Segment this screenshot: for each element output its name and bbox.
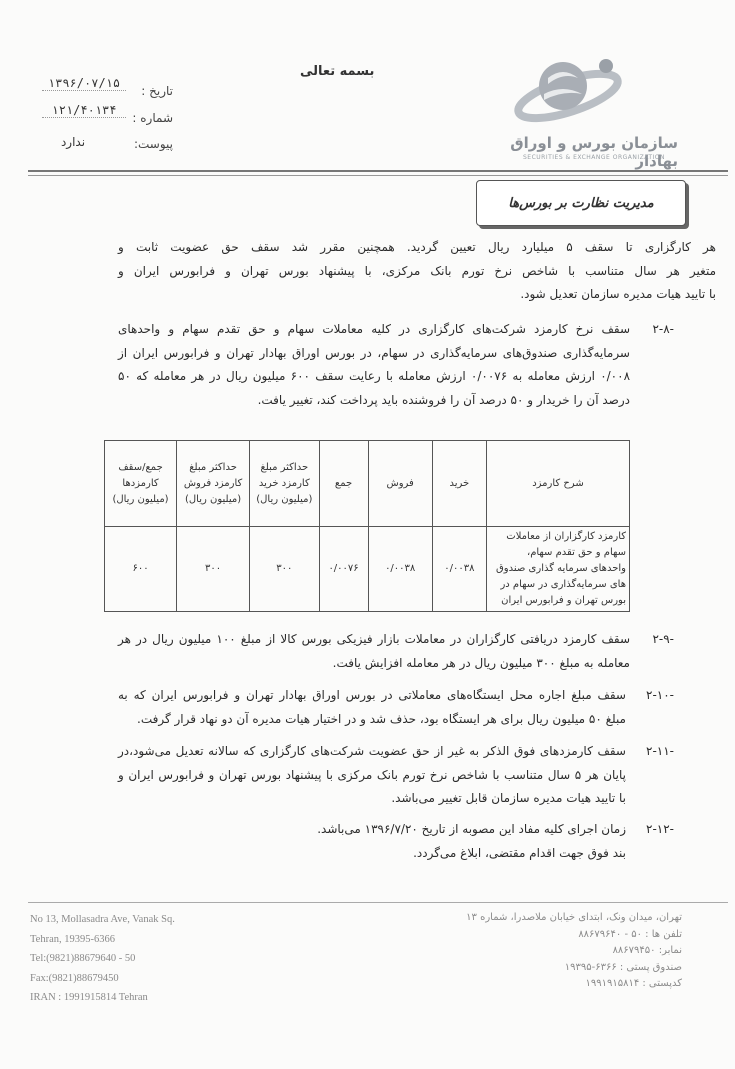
cell-sell: ۰/۰۰۳۸ [368, 527, 432, 612]
number-value: ۱۲۱/۴۰۱۳۴ [42, 103, 126, 118]
footer-en-line: Tehran, 19395-6366 [30, 933, 115, 945]
item-number-2-12: ۲-۱۲- [646, 822, 674, 836]
attachment-label: پیوست: [133, 137, 173, 151]
item-line: معامله به مبلغ ۳۰۰ میلیون ریال در هر معامله افزایش یافت. [332, 655, 630, 670]
item-line: مبلغ ۵۰ میلیون ریال برای هر ایستگاه بود، حذف شد و در اختیار هیات مدیره آن دو نهاد قرار گرفت. [137, 711, 626, 726]
organization-logo [508, 38, 688, 170]
logo-text-en: SECURITIES & EXCHANGE ORGANIZATION [522, 154, 666, 161]
footer-en-line: IRAN : 1991915814 Tehran [30, 992, 148, 1003]
attachment-value: ندارد [60, 135, 86, 149]
footer-fa-line: نمابر: ۸۸۶۷۹۴۵۰ [612, 945, 682, 956]
number-label: شماره : [132, 111, 173, 125]
header-max-buy: حداکثر مبلغ کارمزد خرید (میلیون ریال) [250, 441, 320, 527]
footer-fa-line: کدپستی : ۱۹۹۱۹۱۵۸۱۴ [585, 978, 682, 989]
table-row [105, 527, 630, 612]
cell-max-sell: ۳۰۰ [177, 527, 250, 612]
cell-total: ۰/۰۰۷۶ [319, 527, 368, 612]
item-2-11-text [118, 740, 626, 811]
logo-text-fa: سازمان بورس و اوراق بهادار [510, 134, 678, 170]
footer-fa-line: تلفن ها : ۵۰ - ۸۸۶۷۹۶۴۰ [578, 928, 682, 940]
item-line: درصد آن را خریدار و ۵۰ درصد آن را فروشنده باید پرداخت کند، تغییر یافت. [257, 392, 630, 407]
item-line: زمان اجرای کلیه مفاد این مصوبه از تاریخ ۱۳۹۶/۷/۲۰ می‌باشد. [317, 822, 626, 836]
header-total-cap: جمع/سقف کارمزدها (میلیون ریال) [105, 441, 177, 527]
intro-line: با تایید هیات مدیره سازمان تعدیل شود. [520, 287, 716, 301]
item-line: سقف کارمزد دریافتی کارگزاران در معاملات بازار فیزیکی بورس کالا از مبلغ ۱۰۰ میلیون ریال در هر [118, 632, 630, 646]
intro-line: متغیر هر سال متناسب با شاخص نرخ تورم بانک مرکزی، با پیشنهاد بورس تهران و فرابورس ایران و [118, 263, 716, 278]
footer-fa-line: تهران، میدان ونک، ابتدای خیابان ملاصدرا، شماره ۱۳ [466, 912, 682, 923]
footer-address-fa [420, 910, 682, 993]
intro-paragraph [118, 236, 716, 307]
item-line: با تایید هیات مدیره سازمان قابل تغییر می‌باشد. [391, 791, 626, 805]
item-line: ۰/۰۰۸ ارزش معامله به ۰/۰۰۷۶ ارزش معامله با رعایت سقف ۶۰۰ میلیون ریال در هر معامله که ۵۰ [118, 369, 631, 383]
item-number-2-9: ۲-۹- [652, 632, 674, 646]
footer-fa-line: صندوق پستی : ۶۳۶۶-۱۹۳۹۵ [564, 961, 682, 973]
header-sell: فروش [368, 441, 432, 527]
item-2-10-text [118, 684, 626, 731]
cell-max-buy: ۳۰۰ [250, 527, 320, 612]
cell-total-cap: ۶۰۰ [105, 527, 177, 612]
item-2-8-text [118, 318, 630, 412]
footer-address-en [30, 910, 270, 1008]
sec-logo-emblem-icon [508, 38, 688, 138]
table-header-row [105, 441, 630, 527]
footer-en-line: No 13, Mollasadra Ave, Vanak Sq. [30, 914, 175, 925]
header-total: جمع [319, 441, 368, 527]
besmele-heading: بسمه تعالی [300, 64, 375, 79]
department-title: مدیریت نظارت بر بورس‌ها [508, 195, 654, 211]
header-max-sell: حداکثر مبلغ کارمزد فروش (میلیون ریال) [177, 441, 250, 527]
item-line: سقف کارمزدهای فوق الذکر به غیر از حق عضویت شرکت‌های کارگزاری که سالانه تعدیل می‌شود،در [118, 744, 626, 758]
cell-buy: ۰/۰۰۳۸ [432, 527, 486, 612]
item-line: بند فوق جهت اقدام مقتضی، ابلاغ می‌گردد. [413, 845, 626, 860]
item-number-2-10: ۲-۱۰- [646, 688, 674, 702]
header-buy: خرید [432, 441, 486, 527]
item-line: پایان هر ۵ سال متناسب با شاخص نرخ تورم بانک مرکزی با پیشنهاد بورس تهران و فرابورس ایران و [118, 767, 626, 782]
fee-table [104, 440, 630, 612]
intro-line: هر کارگزاری تا سقف ۵ میلیارد ریال تعیین گردید. همچنین مقرر شد سقف حق عضویت ثابت و [118, 240, 716, 254]
item-line: سقف مبلغ اجاره محل ایستگاه‌های معاملاتی در بورس اوراق بهادار تهران و فرابورس ایران که به [118, 688, 626, 702]
header-rule-thin [28, 175, 728, 176]
header-description: شرح کارمزد [486, 441, 629, 527]
cell-description: کارمزد کارگزاران از معاملات سهام و حق تقدم سهام، واحدهای سرمایه گذاری صندوق های سرمایه‌گذاری در سهام در بورس تهران و فرابورس ایران [486, 527, 629, 612]
footer-en-line: Fax:(9821)88679450 [30, 972, 119, 984]
item-number-2-11: ۲-۱۱- [646, 744, 674, 758]
header-rule [28, 170, 728, 172]
item-line: سقف نرخ کارمزد شرکت‌های کارگزاری در کلیه معاملات سهام و حق تقدم سهام و واحدهای [118, 322, 630, 336]
item-2-12-text [118, 818, 626, 865]
department-box [476, 180, 686, 226]
footer-rule [28, 902, 728, 903]
date-value: ۱۳۹۶/۰۷/۱۵ [42, 76, 126, 91]
footer-en-line: Tel:(9821)88679640 - 50 [30, 953, 136, 964]
item-number-2-8: ۲-۸- [652, 322, 674, 336]
item-2-9-text [118, 628, 630, 675]
item-line: سرمایه‌گذاری صندوق‌های سرمایه‌گذاری در سهام، در بورس اوراق بهادار تهران و فرابورس ایران از [118, 345, 630, 360]
date-label: تاریخ : [141, 84, 173, 98]
